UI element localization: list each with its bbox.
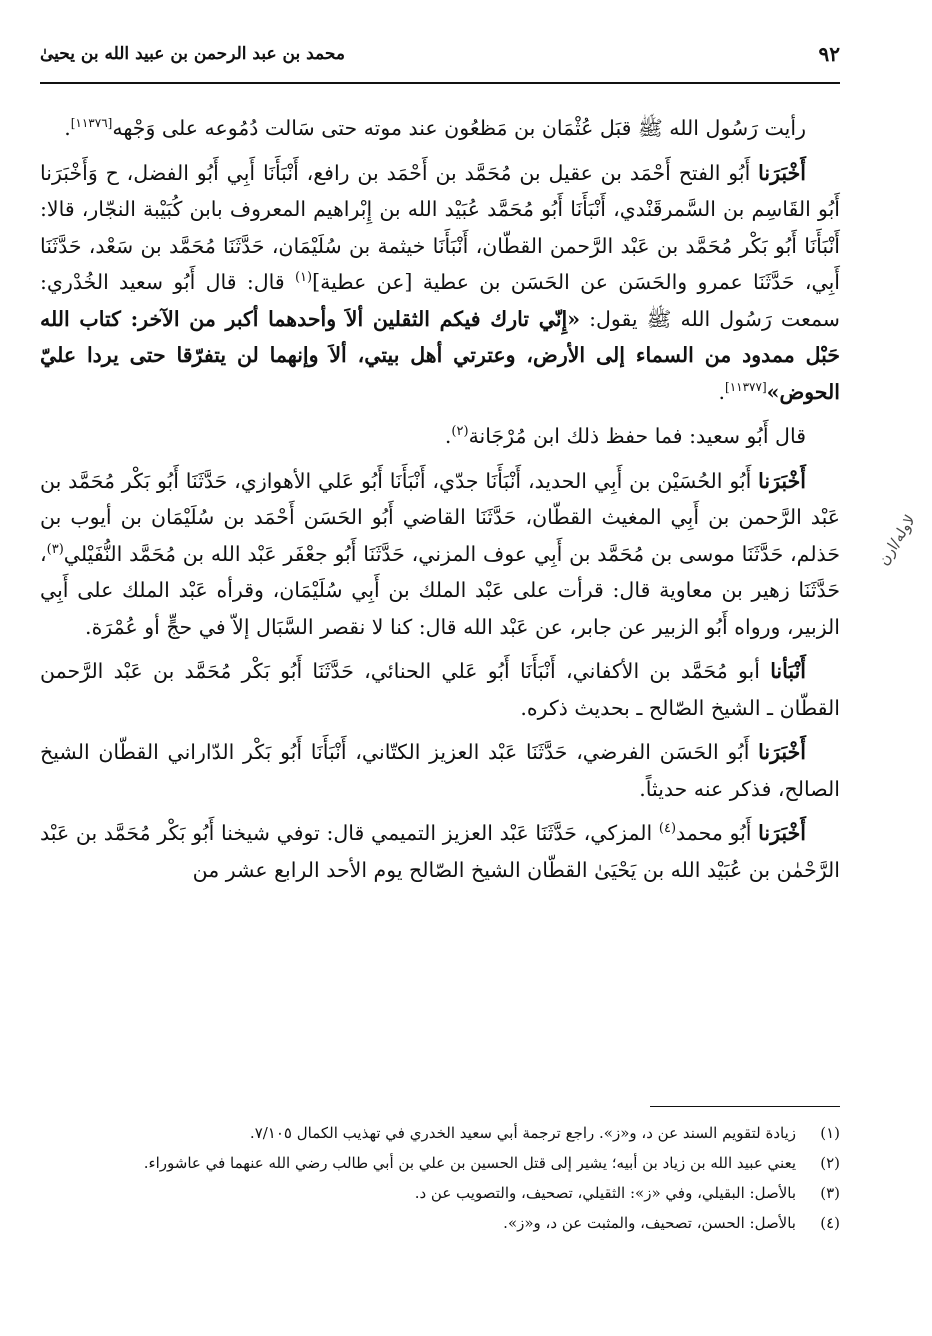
paragraph-keyword: أَخْبَرَنا bbox=[758, 468, 806, 493]
paragraph-tail: . bbox=[64, 116, 71, 140]
footnote bbox=[60, 1208, 840, 1238]
page-number: ٩٢ bbox=[818, 42, 840, 66]
footnote bbox=[60, 1118, 840, 1148]
footnote-text: بالأصل: البقيلي، وفي «ز»: الثقيلي، تصحيف، والتصويب عن د. bbox=[414, 1184, 796, 1202]
paragraph bbox=[40, 110, 840, 147]
main-text bbox=[40, 110, 840, 896]
paragraph bbox=[40, 734, 840, 807]
paragraph-tail: . bbox=[639, 776, 646, 801]
paragraph-text: أَبُو الحَسَن الفرضي، حَدَّثَنَا عَبْد العزيز الكتّاني، أَنْبَأَنَا أَبُو بَكْر الدّاراني القطّان الشيخ الصالح، فذكر عنه حديثاً bbox=[40, 740, 840, 801]
footnote-number: (٢) bbox=[820, 1154, 840, 1172]
paragraph-tail: . bbox=[85, 614, 92, 639]
footnote-marker: (٣) bbox=[46, 541, 64, 557]
running-title: محمد بن عبد الرحمن بن عبيد الله بن يحيىٰ bbox=[40, 44, 345, 64]
paragraph bbox=[40, 418, 840, 455]
footnote-text: بالأصل: الحسن، تصحيف، والمثبت عن د، و«ز». bbox=[503, 1214, 796, 1232]
paragraph bbox=[40, 653, 840, 726]
footnote-marker: (٤) bbox=[658, 821, 677, 837]
hadith-reference-number: [١١٣٧٦] bbox=[70, 116, 113, 131]
paragraph-text: رأيت رَسُول الله ﷺ قبَل عُثْمَان بن مَظعُون عند موته حتى سَالت دُمُوعه على وَجْهه bbox=[112, 116, 806, 140]
paragraph-text: أَبُو محمد bbox=[676, 821, 752, 845]
paragraph-text-continued: قال: قال أَبُو سعيد الخُدْري: سمعت رَسُول الله ﷺ يقول: bbox=[40, 270, 840, 331]
paragraph-keyword: أَنْبَأنا bbox=[770, 659, 806, 683]
paragraph-text: قال أَبُو سعيد: فما حفظ ذلك ابن مُرْجَانة bbox=[468, 424, 806, 448]
paragraph-keyword: أَخْبَرَنا bbox=[758, 821, 806, 845]
footnote-divider bbox=[650, 1106, 840, 1107]
paragraph-tail: . bbox=[520, 695, 527, 720]
hadith-text: «إِنّي تارك فيكم الثقلين ألاَ وأحدهما أكبر من الآخر: كتاب الله حَبْل ممدود من السماء إلى الأرض، وعترتي أهل بيتي، ألاَ وإنهما لن يتفرّقا حتى يردا عليّ الحوض» bbox=[40, 306, 840, 404]
footnotes bbox=[60, 1118, 840, 1238]
footnote-marker: (٢) bbox=[451, 424, 469, 440]
page-header bbox=[40, 38, 840, 84]
footnote bbox=[60, 1178, 840, 1208]
paragraph-text-continued: ، حَدَّثَنَا زهير بن معاوية قال: قرأت على عَبْد الملك بن أَبِي سُلَيْمَان، وقرأه عَبْد الملك على أَبِي الزبير، ورواه أَبُو الزبير عن جابر، عن عَبْد الله قال: كنا لا نقصر السَّبَال إلاّ في حجٍّ أو عُمْرَة bbox=[40, 541, 840, 639]
handwritten-margin-note: لاوله/ارن bbox=[874, 511, 920, 569]
paragraph-tail: . bbox=[718, 379, 726, 404]
paragraph-keyword: أَخْبَرَنا bbox=[758, 740, 806, 764]
footnote-marker: (١) bbox=[294, 270, 313, 286]
paragraph bbox=[40, 155, 840, 411]
paragraph-text: أَبُو الحُسَيْن بن أَبِي الحديد، أَنْبَأَنَا جدّي، أَنْبَأَنَا أَبُو عَلي الأهوازي، حَدَّثَنَا أَبُو بَكْر مُحَمَّد بن عَبْد الرَّحمن بن أَبِي المغيث القطّان، حَدَّثَنَا القاضي أَبُو الحَسَن أَحْمَد بن سُلَيْمَان بن أيوب بن حَذلم، حَدَّثَنَا موسى بن مُحَمَّد بن أَبِي عوف المزني، حَدَّثَنَا أَبُو جعْفَر عَبْد الله بن مُحَمَّد النُّفَيْلي bbox=[40, 468, 840, 566]
paragraph-keyword: أَخْبَرَنا bbox=[758, 160, 806, 185]
footnote-number: (٤) bbox=[820, 1214, 840, 1232]
paragraph-tail: . bbox=[444, 424, 452, 448]
paragraph bbox=[40, 463, 840, 646]
footnote bbox=[60, 1148, 840, 1178]
paragraph bbox=[40, 815, 840, 888]
footnote-number: (١) bbox=[820, 1124, 840, 1142]
paragraph-text-continued: المزكي، حَدَّثَنَا عَبْد العزيز التميمي قال: توفي شيخنا أَبُو بَكْر مُحَمَّد بن عَبْد الرَّحْمٰن بن عُبَيْد الله بن يَحْيَىٰ القطّان الشيخ الصّالح يوم الأحد الرابع عشر من bbox=[40, 821, 840, 882]
hadith-reference-number: [١١٣٧٧] bbox=[725, 379, 767, 394]
paragraph-text: أَبُو الفتح أَحْمَد بن عقيل بن مُحَمَّد بن أَحْمَد بن رافع، أَنْبَأَنَا أَبِي أَبُو الفضل، ح وَأَخْبَرَنا أَبُو القَاسِم بن السَّمرقَنْدي، أَنْبَأَنَا أَبُو مُحَمَّد عُبَيْد الله بن إِبْراهيم المعروف بابن كُبَيْبة النجّار، قالا: أَنْبَأَنَا أَبُو بَكْر مُحَمَّد بن عَبْد الرَّحمن القطّان، أَنْبَأَنَا خيثمة بن سُلَيْمَان، حَدَّثَنَا مُحَمَّد بن سَعْد، حَدَّثَنَا أَبِي، حَدَّثَنَا عمرو والحَسَن عن الحَسَن بن عطية [عن عطية] bbox=[40, 160, 840, 294]
paragraph-text: أبو مُحَمَّد بن الأكفاني، أَنْبَأَنَا أَبُو عَلي الحنائي، حَدَّثَنَا أَبُو بَكْر مُحَمَّد بن عَبْد الرَّحمن القطّان ـ الشيخ الصّالح ـ بحديث ذكره bbox=[40, 659, 840, 720]
footnote-number: (٣) bbox=[820, 1184, 840, 1202]
footnote-text: يعني عبيد الله بن زياد بن أبيه؛ يشير إلى قتل الحسين بن علي بن أبي طالب رضي الله عنهما في عاشوراء. bbox=[143, 1154, 796, 1172]
footnote-text: زيادة لتقويم السند عن د، و«ز». راجع ترجمة أبي سعيد الخدري في تهذيب الكمال ٧/١٠٥. bbox=[249, 1124, 796, 1142]
